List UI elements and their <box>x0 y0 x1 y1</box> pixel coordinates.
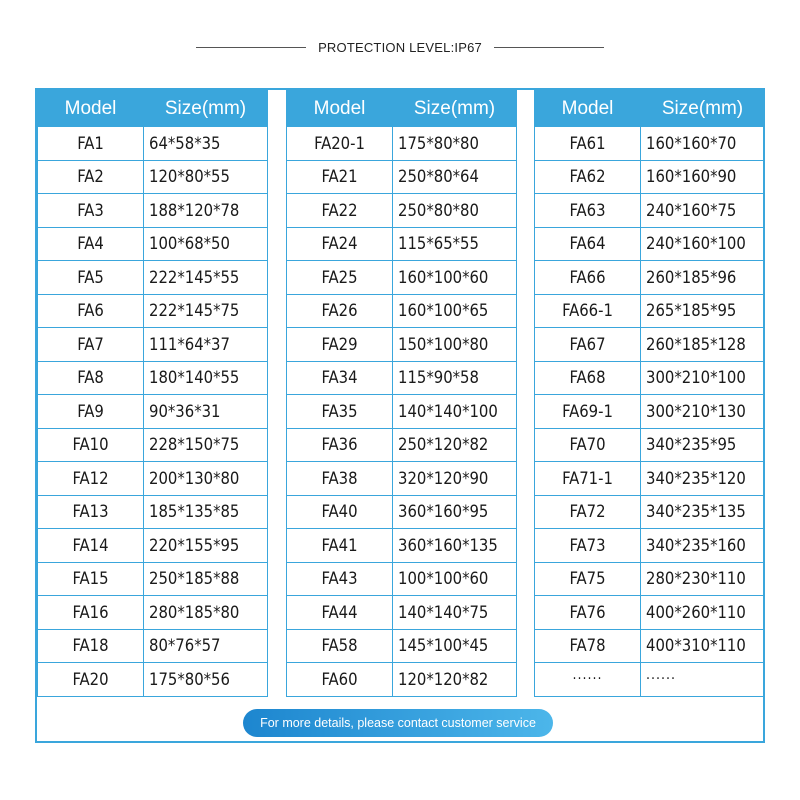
model-cell: FA64 <box>535 227 641 261</box>
table-row <box>38 361 268 395</box>
contact-customer-service-button[interactable]: For more details, please contact customer service <box>243 709 553 737</box>
size-cell: 260*185*128 <box>641 328 765 362</box>
header-rule-right <box>494 47 604 48</box>
size-cell: 360*160*95 <box>393 495 517 529</box>
model-cell: FA66 <box>535 261 641 295</box>
model-cell: FA43 <box>287 562 393 596</box>
size-cell: 140*140*75 <box>393 596 517 630</box>
model-cell: FA69-1 <box>535 395 641 429</box>
column-header-size: Size(mm) <box>393 91 517 127</box>
model-cell: ······ <box>535 663 641 697</box>
size-cell: 340*235*135 <box>641 495 765 529</box>
size-cell: 300*210*100 <box>641 361 765 395</box>
table-row <box>38 529 268 563</box>
column-header-size: Size(mm) <box>144 91 268 127</box>
size-cell: 280*230*110 <box>641 562 765 596</box>
table-row <box>38 495 268 529</box>
size-cell: 180*140*55 <box>144 361 268 395</box>
table-row <box>38 395 268 429</box>
model-cell: FA5 <box>38 261 144 295</box>
model-cell: FA6 <box>38 294 144 328</box>
model-cell: FA61 <box>535 127 641 161</box>
model-cell: FA16 <box>38 596 144 630</box>
table-row <box>535 428 765 462</box>
model-cell: FA29 <box>287 328 393 362</box>
model-cell: FA25 <box>287 261 393 295</box>
size-cell: 188*120*78 <box>144 194 268 228</box>
model-cell: FA8 <box>38 361 144 395</box>
size-table-1 <box>37 90 268 697</box>
model-cell: FA20-1 <box>287 127 393 161</box>
model-cell: FA72 <box>535 495 641 529</box>
table-row <box>38 227 268 261</box>
size-cell: 160*160*70 <box>641 127 765 161</box>
table-header-row <box>535 91 765 127</box>
size-cell: 250*80*80 <box>393 194 517 228</box>
model-cell: FA2 <box>38 160 144 194</box>
column-header-model: Model <box>535 91 641 127</box>
table-row <box>535 160 765 194</box>
size-cell: 340*235*120 <box>641 462 765 496</box>
table-row <box>287 361 517 395</box>
table-row <box>38 462 268 496</box>
table-row <box>287 495 517 529</box>
model-cell: FA15 <box>38 562 144 596</box>
table-row <box>535 261 765 295</box>
size-chart-frame <box>35 88 765 743</box>
size-cell: 400*310*110 <box>641 629 765 663</box>
model-cell: FA21 <box>287 160 393 194</box>
table-row <box>535 361 765 395</box>
model-cell: FA3 <box>38 194 144 228</box>
size-cell: 360*160*135 <box>393 529 517 563</box>
model-cell: FA67 <box>535 328 641 362</box>
size-cell: 222*145*55 <box>144 261 268 295</box>
table-row <box>287 462 517 496</box>
size-cell: 100*100*60 <box>393 562 517 596</box>
size-cell: 280*185*80 <box>144 596 268 630</box>
size-cell: 265*185*95 <box>641 294 765 328</box>
table-row <box>535 227 765 261</box>
table-row <box>38 663 268 697</box>
model-cell: FA20 <box>38 663 144 697</box>
table-row <box>287 127 517 161</box>
table-row <box>38 596 268 630</box>
model-cell: FA71-1 <box>535 462 641 496</box>
size-cell: 400*260*110 <box>641 596 765 630</box>
table-header-row <box>287 91 517 127</box>
table-row <box>535 328 765 362</box>
header-rule-left <box>196 47 306 48</box>
size-cell: 175*80*80 <box>393 127 517 161</box>
size-cell: 80*76*57 <box>144 629 268 663</box>
size-cell: 90*36*31 <box>144 395 268 429</box>
size-cell: 260*185*96 <box>641 261 765 295</box>
table-row <box>535 663 765 697</box>
model-cell: FA60 <box>287 663 393 697</box>
table-row <box>38 261 268 295</box>
size-cell: 140*140*100 <box>393 395 517 429</box>
table-row <box>535 629 765 663</box>
column-header-model: Model <box>287 91 393 127</box>
table-row <box>535 294 765 328</box>
size-cell: 300*210*130 <box>641 395 765 429</box>
column-header-model: Model <box>38 91 144 127</box>
table-row <box>38 629 268 663</box>
size-cell: 120*80*55 <box>144 160 268 194</box>
model-cell: FA4 <box>38 227 144 261</box>
size-cell: 111*64*37 <box>144 328 268 362</box>
model-cell: FA18 <box>38 629 144 663</box>
size-cell: 250*120*82 <box>393 428 517 462</box>
table-row <box>535 127 765 161</box>
size-cell: 320*120*90 <box>393 462 517 496</box>
size-cell: 200*130*80 <box>144 462 268 496</box>
model-cell: FA24 <box>287 227 393 261</box>
page-header <box>0 36 800 58</box>
model-cell: FA78 <box>535 629 641 663</box>
table-row <box>38 160 268 194</box>
model-cell: FA34 <box>287 361 393 395</box>
table-row <box>38 328 268 362</box>
table-row <box>287 328 517 362</box>
size-cell: 120*120*82 <box>393 663 517 697</box>
table-row <box>287 629 517 663</box>
size-cell: 228*150*75 <box>144 428 268 462</box>
table-row <box>287 160 517 194</box>
table-row <box>287 663 517 697</box>
model-cell: FA13 <box>38 495 144 529</box>
model-cell: FA10 <box>38 428 144 462</box>
table-row <box>287 395 517 429</box>
column-header-size: Size(mm) <box>641 91 765 127</box>
table-row <box>535 194 765 228</box>
model-cell: FA12 <box>38 462 144 496</box>
size-cell: 160*100*60 <box>393 261 517 295</box>
size-cell: 185*135*85 <box>144 495 268 529</box>
table-row <box>535 562 765 596</box>
table-row <box>287 596 517 630</box>
size-cell: 100*68*50 <box>144 227 268 261</box>
size-cell: 222*145*75 <box>144 294 268 328</box>
table-row <box>287 428 517 462</box>
size-cell: 160*160*90 <box>641 160 765 194</box>
table-row <box>287 261 517 295</box>
size-cell: 240*160*100 <box>641 227 765 261</box>
table-row <box>287 194 517 228</box>
model-cell: FA9 <box>38 395 144 429</box>
model-cell: FA68 <box>535 361 641 395</box>
size-cell: 250*185*88 <box>144 562 268 596</box>
size-cell: 64*58*35 <box>144 127 268 161</box>
model-cell: FA36 <box>287 428 393 462</box>
table-row <box>535 495 765 529</box>
size-table-3 <box>534 90 765 697</box>
size-cell: 340*235*95 <box>641 428 765 462</box>
model-cell: FA26 <box>287 294 393 328</box>
table-row <box>535 529 765 563</box>
table-row <box>38 194 268 228</box>
page-title: PROTECTION LEVEL:IP67 <box>318 39 482 55</box>
size-cell: 240*160*75 <box>641 194 765 228</box>
table-header-row <box>38 91 268 127</box>
size-cell: 175*80*56 <box>144 663 268 697</box>
table-row <box>287 529 517 563</box>
table-row <box>38 294 268 328</box>
size-cell: 150*100*80 <box>393 328 517 362</box>
model-cell: FA44 <box>287 596 393 630</box>
model-cell: FA76 <box>535 596 641 630</box>
table-row <box>535 395 765 429</box>
model-cell: FA66-1 <box>535 294 641 328</box>
size-cell: 340*235*160 <box>641 529 765 563</box>
size-cell: 115*90*58 <box>393 361 517 395</box>
size-cell: 145*100*45 <box>393 629 517 663</box>
model-cell: FA63 <box>535 194 641 228</box>
model-cell: FA14 <box>38 529 144 563</box>
model-cell: FA35 <box>287 395 393 429</box>
size-cell: ······ <box>641 663 765 697</box>
model-cell: FA62 <box>535 160 641 194</box>
model-cell: FA1 <box>38 127 144 161</box>
size-cell: 220*155*95 <box>144 529 268 563</box>
size-cell: 115*65*55 <box>393 227 517 261</box>
table-row <box>287 294 517 328</box>
table-row <box>287 562 517 596</box>
model-cell: FA75 <box>535 562 641 596</box>
model-cell: FA58 <box>287 629 393 663</box>
table-row <box>287 227 517 261</box>
model-cell: FA22 <box>287 194 393 228</box>
model-cell: FA73 <box>535 529 641 563</box>
table-row <box>535 462 765 496</box>
size-table-2 <box>286 90 517 697</box>
size-cell: 160*100*65 <box>393 294 517 328</box>
model-cell: FA38 <box>287 462 393 496</box>
table-row <box>38 127 268 161</box>
model-cell: FA70 <box>535 428 641 462</box>
model-cell: FA7 <box>38 328 144 362</box>
size-cell: 250*80*64 <box>393 160 517 194</box>
model-cell: FA41 <box>287 529 393 563</box>
table-row <box>38 562 268 596</box>
model-cell: FA40 <box>287 495 393 529</box>
table-row <box>38 428 268 462</box>
table-row <box>535 596 765 630</box>
